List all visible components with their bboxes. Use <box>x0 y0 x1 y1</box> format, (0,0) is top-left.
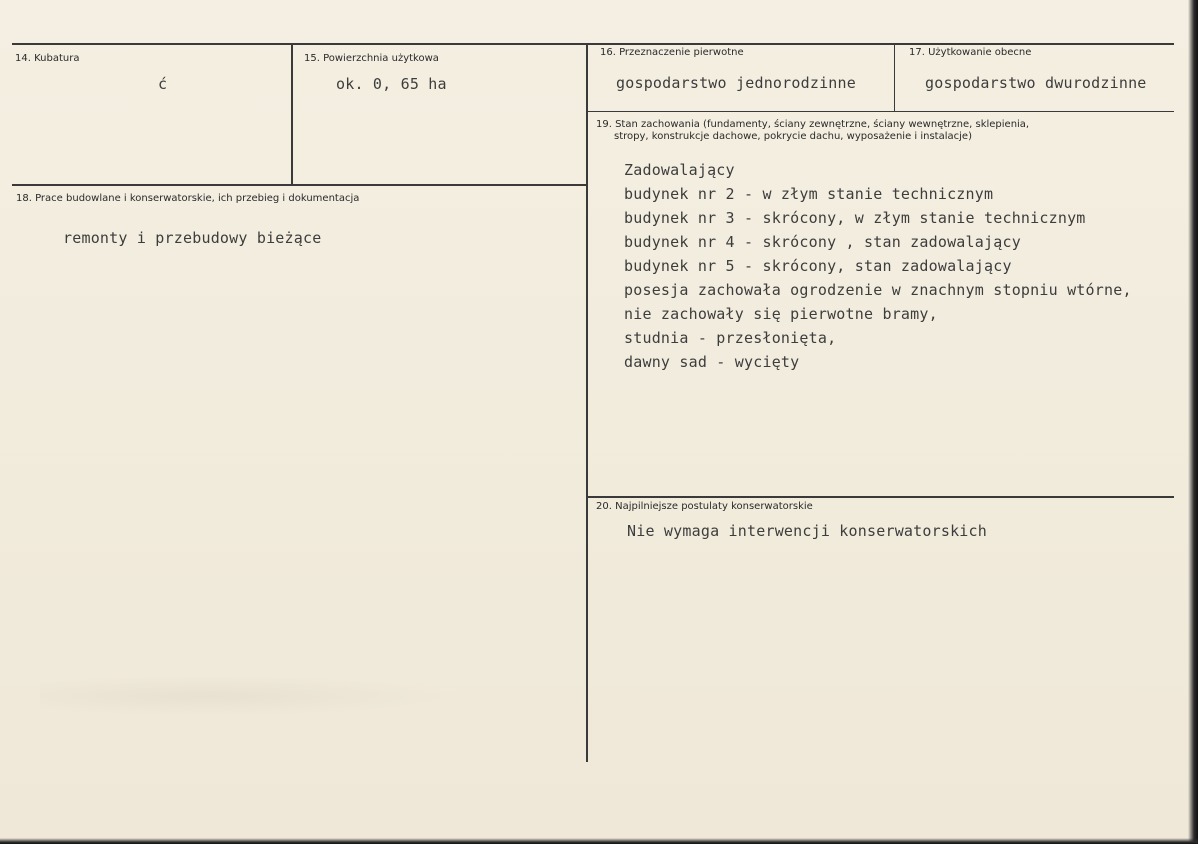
condition-line: budynek nr 3 - skrócony, w złym stanie technicznym <box>624 209 1086 227</box>
condition-line: nie zachowały się pierwotne bramy, <box>624 305 938 323</box>
paper-smudge <box>40 676 460 716</box>
divider-16-17 <box>894 43 895 112</box>
field-14-label: 14. Kubatura <box>15 53 80 64</box>
divider-14-15 <box>291 43 293 185</box>
divider-left-right <box>586 43 588 762</box>
field-19-label-line2: stropy, konstrukcje dachowe, pokrycie dachu, wyposażenie i instalacje) <box>614 131 972 142</box>
scan-edge-right <box>1188 0 1198 844</box>
field-17-value: gospodarstwo dwurodzinne <box>925 74 1147 92</box>
rule-above-18 <box>12 184 586 186</box>
top-rule <box>12 43 1174 45</box>
field-17-label: 17. Użytkowanie obecne <box>909 47 1032 58</box>
rule-under-16-17 <box>588 111 1174 112</box>
field-14-value: ć <box>158 75 168 93</box>
field-20-label: 20. Najpilniejsze postulaty konserwatorskie <box>596 501 813 512</box>
condition-line: studnia - przesłonięta, <box>624 329 837 347</box>
field-16-label: 16. Przeznaczenie pierwotne <box>600 47 744 58</box>
field-19-label-line1: 19. Stan zachowania (fundamenty, ściany zewnętrzne, ściany wewnętrzne, sklepienia, <box>596 119 1030 130</box>
field-15-label: 15. Powierzchnia użytkowa <box>304 53 439 64</box>
field-19-lines <box>624 158 1132 374</box>
field-15-value: ok. 0, 65 ha <box>336 75 447 93</box>
condition-line: budynek nr 4 - skrócony , stan zadowalający <box>624 233 1021 251</box>
condition-line: posesja zachowała ogrodzenie w znachnym stopniu wtórne, <box>624 281 1132 299</box>
field-20-value: Nie wymaga interwencji konserwatorskich <box>627 522 987 540</box>
rule-above-20 <box>588 496 1174 498</box>
scan-edge-bottom <box>0 838 1198 844</box>
condition-line: dawny sad - wycięty <box>624 353 800 371</box>
condition-line: budynek nr 5 - skrócony, stan zadowalający <box>624 257 1012 275</box>
condition-line: Zadowalający <box>624 161 735 179</box>
condition-line: budynek nr 2 - w złym stanie technicznym <box>624 185 994 203</box>
field-16-value: gospodarstwo jednorodzinne <box>616 74 856 92</box>
field-18-value: remonty i przebudowy bieżące <box>63 229 322 247</box>
field-18-label: 18. Prace budowlane i konserwatorskie, ich przebieg i dokumentacja <box>16 193 360 204</box>
